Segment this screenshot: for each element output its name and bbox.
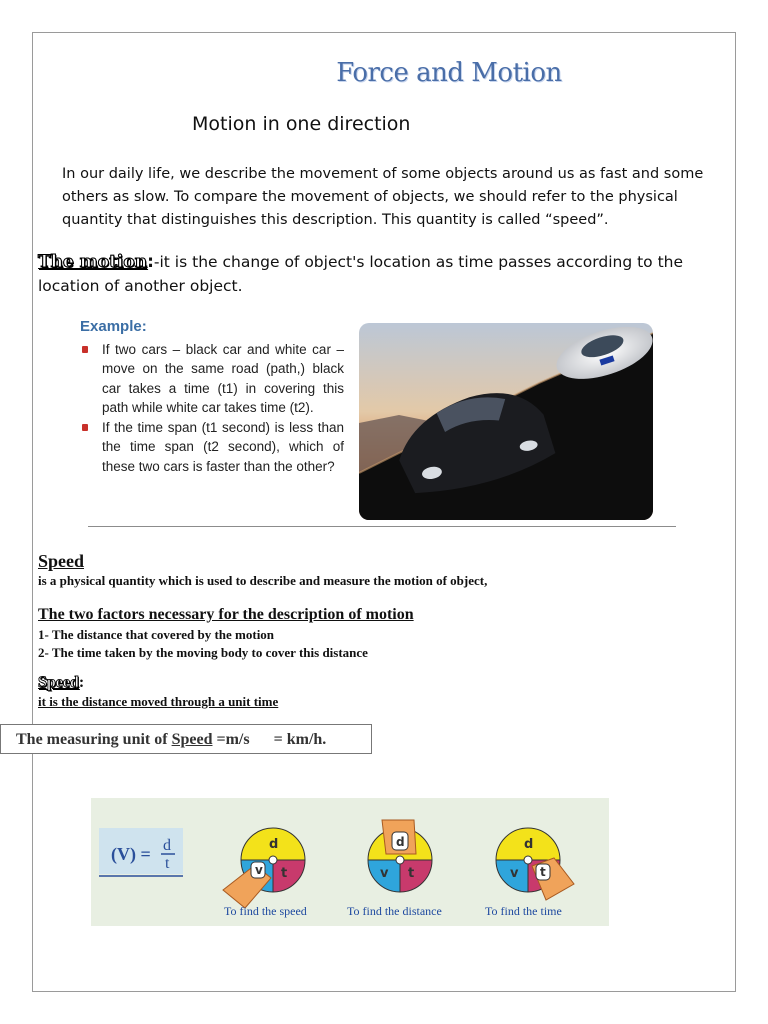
intro-paragraph: In our daily life, we describe the movement of some objects around us as fast and some others as slow. To compare the movement of objects, we should refer to the physical quantity that distinguishes this description. This quantity is called “speed”. [62,166,704,228]
motion-definition [38,250,718,298]
page-title: Force and Motion [336,58,562,88]
speed-description: is a physical quantity which is used to describe and measure the motion of object, [38,573,488,588]
triangle-circle-distance [368,820,432,892]
triangle-circle-speed [223,828,305,908]
factor-item: 2- The time taken by the moving body to cover this distance [38,645,368,660]
label-v: v [255,863,263,877]
speed-term: Speed [38,674,79,691]
label-t: t [408,866,415,881]
equation-denominator: t [165,855,170,872]
speed-definition-heading [38,674,84,692]
triangle-circle-time [496,828,574,900]
example-title: Example: [80,318,147,335]
label-t: t [281,866,288,881]
label-d: d [524,837,534,852]
label-v: v [380,866,389,881]
label-d: d [269,837,279,852]
motion-term: The motion [38,252,148,272]
example-item-text: If two cars – black car and white car – move on the same road (path,) black car takes a time (t1) in covering this path while white car takes time (t2). [102,342,344,415]
speed-colon: : [78,674,85,691]
caption-speed: To find the speed [224,904,307,918]
label-d: d [396,835,405,849]
label-t: t [540,865,546,879]
factors-heading: The two factors necessary for the description of motion [38,606,414,623]
equation-numerator: d [163,837,171,854]
unit-suffix: =m/s = km/h. [212,731,327,748]
motion-colon: : [147,252,154,272]
speed-heading: Speed [38,551,85,571]
label-v: v [510,866,519,881]
unit-speed-term: Speed [171,731,213,748]
example-list [82,340,344,477]
unit-text [16,731,326,749]
unit-prefix: The measuring unit of [16,731,172,748]
formula-diagram [91,798,609,926]
caption-time: To find the time [485,904,562,918]
example-item-text: If the time span (t1 second) is less than the time span (t2 second), which of these two cars is faster than the other? [102,420,344,474]
speed-definition: it is the distance moved through a unit time [38,694,279,709]
cars-photo-illustration [359,323,653,520]
bullet-icon [82,424,88,431]
equation-lhs: (V) = [111,844,151,864]
factor-item: 1- The distance that covered by the motion [38,627,275,642]
motion-definition-text: -it is the change of object's location as time passes according to the location of another object. [38,253,684,295]
page-subtitle: Motion in one direction [192,113,411,135]
cars-photo [359,323,653,520]
example-item [82,418,344,476]
bullet-icon [82,346,88,353]
formula-panel [91,798,609,926]
caption-distance: To find the distance [347,904,442,918]
example-item [82,340,344,417]
